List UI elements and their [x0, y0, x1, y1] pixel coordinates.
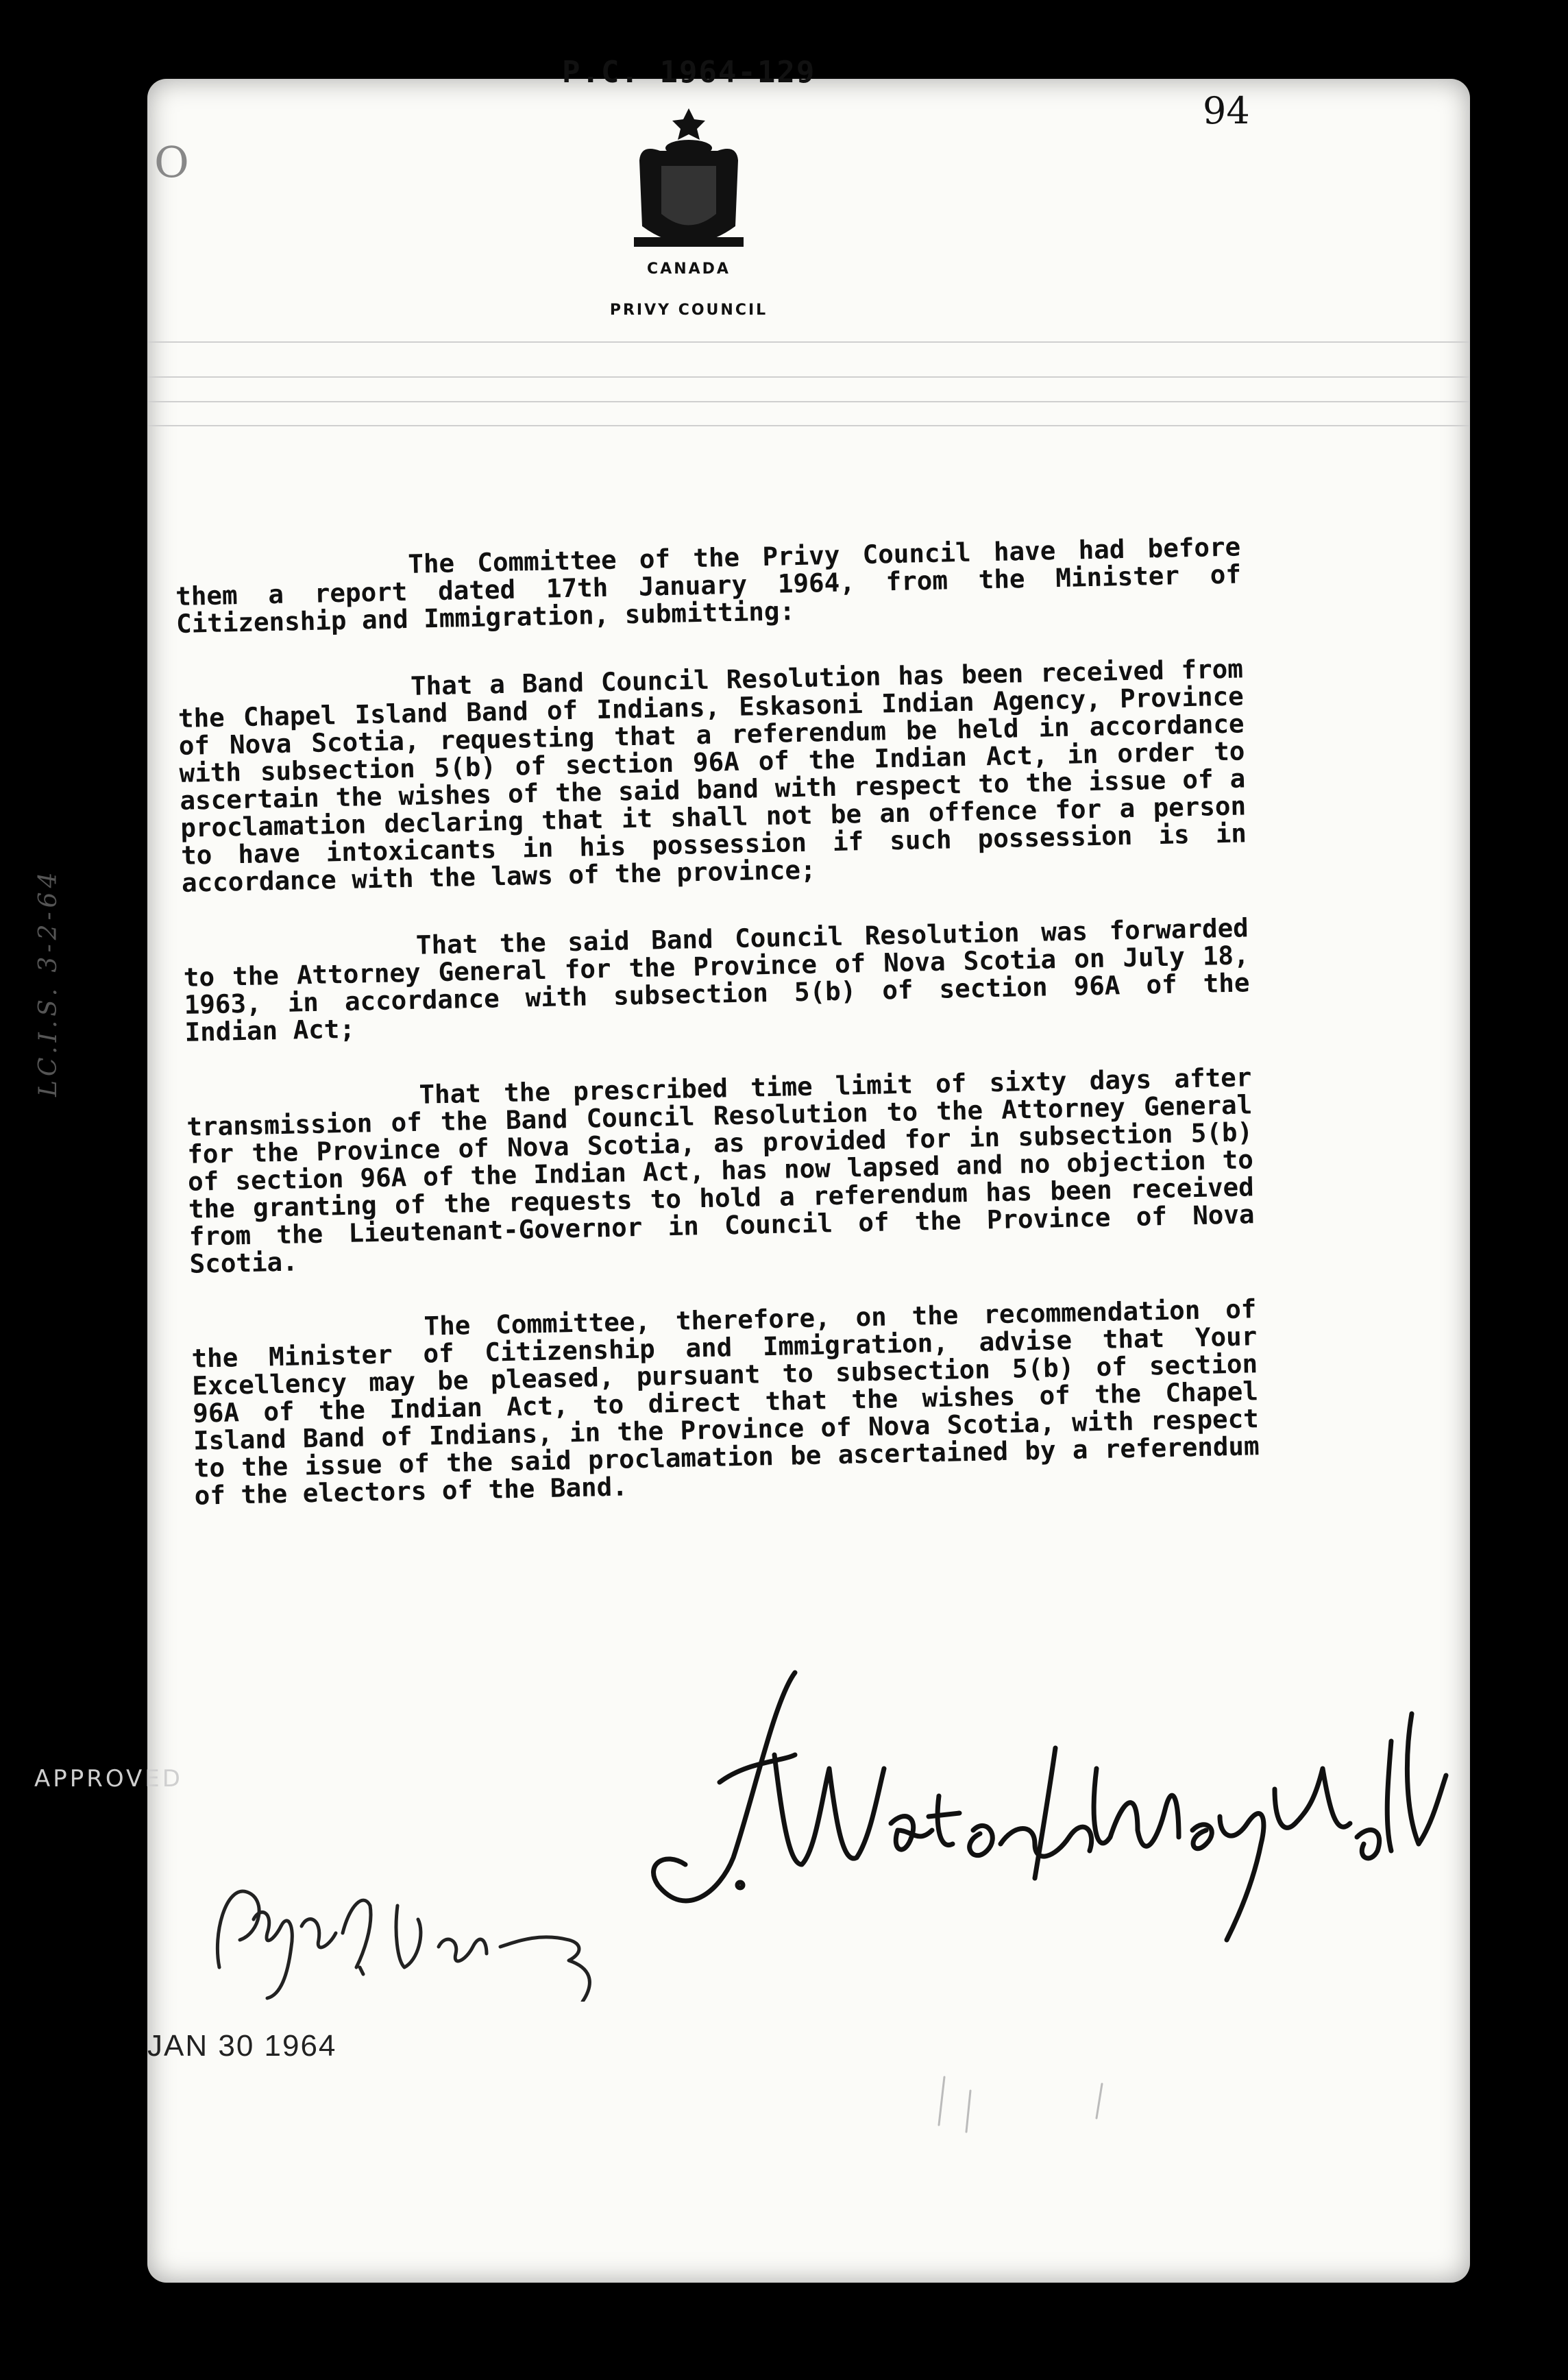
paragraph: The Committee of the Privy Council have had before them a report dated 17th January 1964, from the Minister of Citizenship and Immigration, submitting: [175, 531, 1242, 639]
paragraph: That the said Band Council Resolution was forwarded to the Attorney General for the Province of Nova Scotia on July 18, 1963, in accordance with subsection 5(b) of section 96A of the Indian Act; [183, 912, 1250, 1047]
paper-rule [147, 341, 1470, 343]
pencil-tick-marks [925, 2056, 1131, 2139]
paragraph: That the prescribed time limit of sixty days after transmission of the Band Council Resolution to the Attorney General for the Province of Nova Scotia, as provided for in subsection 5(b) of section 96A of the Indian Act, has now lapsed and no objection to the granting of the requests to hold a referendum has been received from the Lieutenant-Governor in Council of the Province of Nova Scotia. [186, 1062, 1255, 1279]
country-label: CANADA [647, 260, 731, 278]
privy-council-label: PRIVY COUNCIL [609, 302, 768, 319]
canada-coat-of-arms-icon [620, 103, 757, 260]
governor-general-signature [199, 1865, 637, 2002]
punch-hole-mark: O [154, 137, 189, 187]
paper-rule [147, 401, 1470, 402]
page-number: 94 [1203, 89, 1250, 132]
minister-signature [617, 1659, 1453, 1960]
order-in-council-number: P.C. 1964-129 [562, 55, 816, 90]
paragraph: That a Band Council Resolution has been received from the Chapel Island Band of Indians, Eskasoni Indian Agency, Province of Nova Scotia, requesting that a referendum be held in accordance with subsection 5(b) of section 96A of the Indian Act, in order to ascertain the wishes of the said band with respect to the issue of a proclamation declaring that it shall not be an offence for a person to have intoxicants in his possession if such possession is in accordance with the laws of the province; [177, 653, 1247, 898]
paper-rule [147, 376, 1470, 378]
approval-date-stamp: JAN 30 1964 [147, 2029, 337, 2063]
order-body [175, 533, 1261, 1549]
paragraph: The Committee, therefore, on the recommendation of the Minister of Citizenship and Immigration, advise that Your Excellency may be pleased, pursuant to subsection 5(b) of section 96A of the Indian Act, to direct that the wishes of the Chapel Island Band of Indians, in the Province of Nova Scotia, with respect to the issue of the said proclamation be ascertained by a referendum of the electors of the Band. [191, 1294, 1260, 1511]
approved-stamp: APPROVED [34, 1765, 183, 1793]
paper-rule [147, 425, 1470, 426]
margin-handwritten-note: LC.I.S. 3-2-64 [34, 868, 62, 1097]
